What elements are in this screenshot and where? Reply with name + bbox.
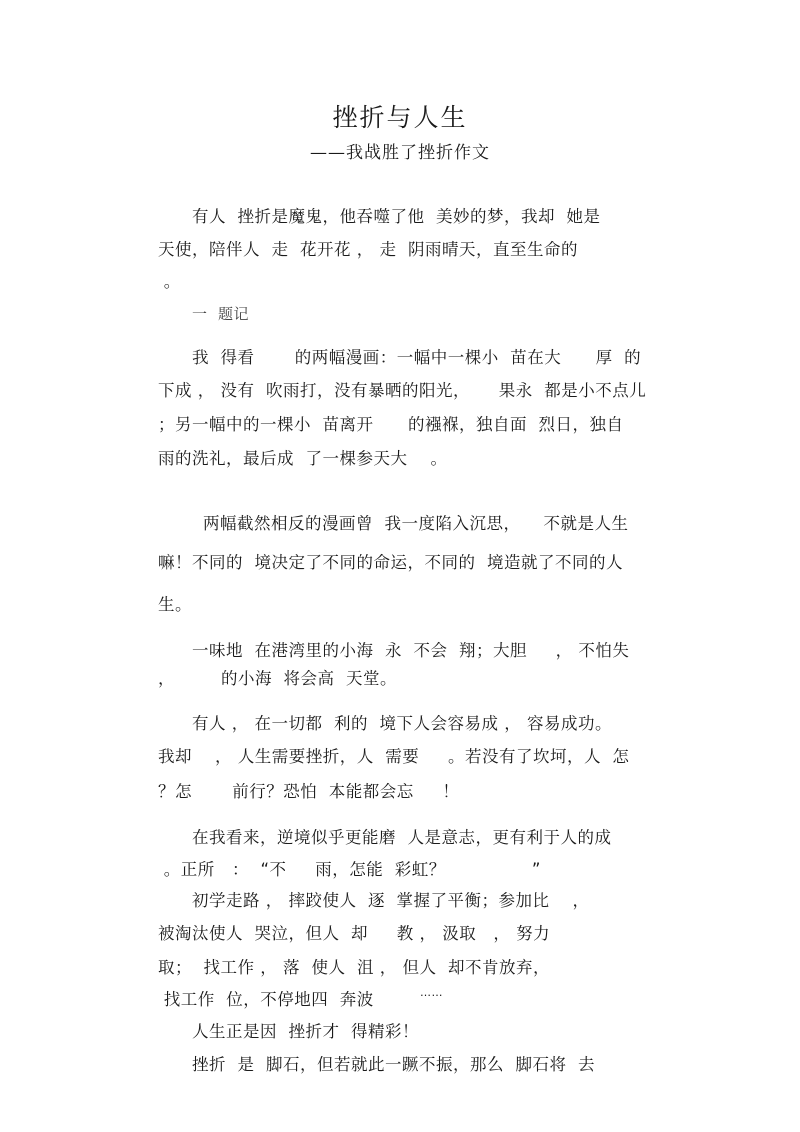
paragraph-line: 生。 <box>158 595 192 614</box>
paragraph-line: 在我看来，逆境似乎更能磨 人是意志，更有利于人的成 <box>192 828 612 847</box>
paragraph-line: 下成 ， 没有 吹雨打，没有暴晒的阳光， 果永 都是小不点儿 <box>158 381 647 400</box>
paragraph-line: ；另一幅中的一棵小 苗离开 的襁褓，独自面 烈日，独自 <box>158 415 624 434</box>
paragraph-line: 一味地 在港湾里的小海 永 不会 翔；大胆 ， 不怕失 <box>192 641 630 660</box>
paragraph-line: 两幅截然相反的漫画曾 我一度陷入沉思， 不就是人生 <box>203 514 629 533</box>
paragraph-line: 有人 挫折是魔鬼，他吞噬了他 美妙的梦，我却 她是 <box>192 207 601 226</box>
page-title: 挫折与人生 <box>332 103 468 132</box>
epigraph-attribution: 一 题记 <box>192 305 250 323</box>
paragraph-line: 我却 ， 人生需要挫折，人 需要 。若没有了坎坷，人 怎 <box>158 747 630 766</box>
paragraph-line: 找工作 位，不停地四 奔波 <box>158 990 374 1009</box>
paragraph-line: 我 得看 的两幅漫画：一幅中一棵小 苗在大 厚 的 <box>192 348 642 367</box>
paragraph-line: 。 <box>158 272 181 291</box>
paragraph-line: 有人 ， 在一切都 利的 境下人会容易成 ， 容易成功。 <box>192 714 612 733</box>
page-subtitle: ——我战胜了挫折作文 <box>310 143 490 163</box>
paragraph-line: 取； 找工作 ， 落 使人 沮 ， 但人 却不肯放弃， <box>158 958 550 977</box>
paragraph-line: ？怎 前行？恐怕 本能都会忘 ！ <box>158 782 460 801</box>
paragraph-line: 人生正是因 挫折才 得精彩！ <box>192 1022 419 1041</box>
paragraph-line: 被淘汰使人 哭泣，但人 却 教 ， 汲取 ， 努力 <box>158 924 551 943</box>
paragraph-line: ， 的小海 将会高 天堂。 <box>158 669 397 688</box>
ellipsis: …… <box>420 986 443 999</box>
paragraph-line: 天使，陪伴人 走 花开花 ， 走 阴雨晴天，直至生命的 <box>158 240 578 259</box>
paragraph-line: 初学走路 ， 摔跤使人 逐 掌握了平衡；参加比 ， <box>192 891 590 910</box>
paragraph-line: 挫折 是 脚石，但若就此一蹶不振，那么 脚石将 去 <box>192 1055 595 1074</box>
paragraph-line: 嘛！不同的 境决定了不同的命运，不同的 境造就了不同的人 <box>158 553 623 572</box>
paragraph-line: 。正所 ： “不 雨，怎能 彩虹？ ” <box>158 860 541 879</box>
paragraph-line: 雨的洗礼，最后成 了一棵参天大 。 <box>158 449 448 468</box>
